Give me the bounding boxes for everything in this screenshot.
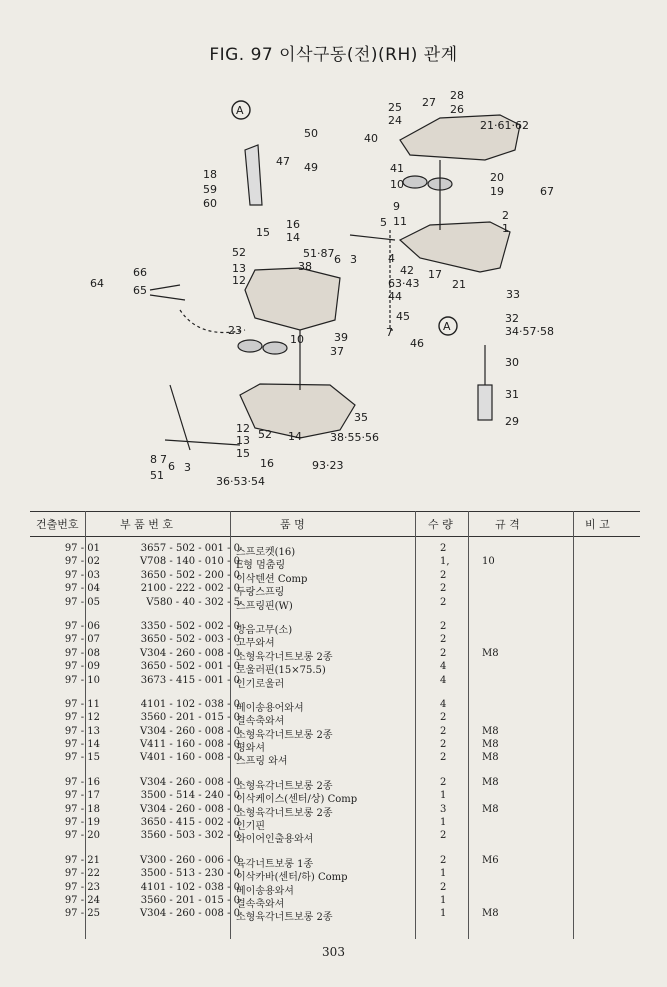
callout-label: 38·55·56 [330,431,379,444]
cell-name: 스프링 와셔 [236,756,288,768]
column-divider [415,511,416,939]
callout-label: 46 [410,337,424,350]
cell-name: 이삭카바(센터/하) Comp [236,872,348,884]
table-row-group [30,621,640,688]
callout-label: 45 [396,310,410,323]
cell-name: 소형육각너트보롱 2종 [236,807,333,819]
cell-qty: 2 [440,881,447,893]
table-row [30,817,640,833]
cell-qty: 2 [440,854,447,866]
callout-label: 51·87 [303,247,335,260]
cell-spec: M8 [482,776,499,788]
callout-label: 6 [168,460,175,473]
cell-qty: 2 [440,776,447,788]
callout-label: 3 [184,461,191,474]
table-row [30,543,640,556]
callout-label: 15 [256,226,270,239]
cell-name: 소형육각너트보롱 2종 [236,729,333,741]
header-cell: 규 격 [495,518,520,531]
circle-a-icon [232,101,250,119]
callout-label: 38 [298,260,312,273]
cell-name: 이삭텐션 Comp [236,573,308,585]
callout-label: 10 [290,333,304,346]
cell-part: V300 - 260 - 006 - 0 [139,854,240,866]
callout-label: 23 [228,324,242,337]
cell-name: 소형육각너트보롱 2종 [236,651,333,663]
header-cell: 부 품 번 호 [120,518,173,531]
callout-label: 63·43 [388,277,420,290]
table-row [30,583,640,599]
cell-no: 97 - 18 [64,803,100,815]
callout-label: 51 [150,469,164,482]
cell-qty: 1 [440,868,447,880]
table-row [30,739,640,755]
cell-name: E형 멈춤링 [236,560,286,572]
cell-part: V304 - 260 - 008 - 0 [139,803,240,815]
cell-name: 두랑스프링 [236,587,285,599]
cell-no: 97 - 14 [64,739,100,751]
callout-label: 35 [354,411,368,424]
callout-label: 47 [276,155,290,168]
cell-no: 97 - 10 [64,674,100,686]
cell-no: 97 - 15 [64,752,100,764]
cell-spec: 10 [482,556,495,568]
table-row [30,570,640,583]
cell-name: 베이송용와셔 [236,885,294,897]
callout-label: 18 [203,168,217,181]
cell-qty: 2 [440,739,447,751]
table-row [30,648,640,661]
column-divider [85,511,86,939]
table-row [30,597,640,610]
cell-no: 97 - 05 [64,596,100,608]
callout-label: 26 [450,103,464,116]
cell-name: 인기핀 [236,821,265,833]
callout-label: 21·61·62 [480,119,529,132]
callout-label: 2 [502,209,509,222]
callout-label: 44 [388,290,402,303]
cell-qty: 2 [440,725,447,737]
cell-no: 97 - 06 [64,620,100,632]
table-row [30,556,640,572]
page-number: 303 [322,945,345,959]
callout-label: 4 [388,252,395,265]
cell-part: 3560 - 201 - 015 - 0 [140,712,240,724]
callout-label: 16 [286,218,300,231]
cell-qty: 1 [440,894,447,906]
cell-name: 스프링핀(W) [236,600,293,612]
cell-no: 97 - 02 [64,556,100,568]
table-row [30,868,640,884]
callout-label: 30 [505,356,519,369]
cell-no: 97 - 16 [64,776,100,788]
cell-qty: 3 [440,803,447,815]
cell-part: 3560 - 503 - 302 - 0 [140,830,240,842]
callout-label: 52 [232,246,246,259]
cell-no: 97 - 24 [64,894,100,906]
cell-qty: 1, [440,556,450,568]
table-row [30,882,640,895]
cell-part: V580 - 40 - 302 - 5 [146,596,240,608]
callout-label: 41 [390,162,404,175]
cell-qty: 2 [440,583,447,595]
callout-label: 36·53·54 [216,475,265,488]
cell-qty: 2 [440,634,447,646]
callout-label: 11 [393,215,407,228]
cell-part: V304 - 260 - 008 - 0 [139,647,240,659]
cell-part: 4101 - 102 - 038 - 0 [140,881,240,893]
callout-label: 21 [452,278,466,291]
header-cell: 비 고 [585,518,610,531]
callout-label: 13 [232,262,246,275]
cell-part: 3650 - 502 - 200 - 0 [140,569,240,581]
cell-part: V411 - 160 - 008 - 0 [139,739,240,751]
table-row [30,908,640,924]
cell-name: 베이송용어와셔 [236,702,304,714]
callout-label: 32 [505,312,519,325]
cell-no: 97 - 11 [64,698,100,710]
cell-name: 이삭케이스(센터/상) Comp [236,794,358,806]
callout-label: 5 [380,216,387,229]
cell-part: 3350 - 502 - 002 - 0 [140,620,240,632]
cell-no: 97 - 04 [64,583,100,595]
cell-qty: 4 [440,661,447,673]
cell-name: 결속축와셔 [236,898,285,910]
cell-qty: 2 [440,543,447,554]
cell-no: 97 - 09 [64,661,100,673]
svg-text:A: A [443,320,451,333]
cell-spec: M8 [482,803,499,815]
cell-name: 인기로울러 [236,678,285,690]
cell-part: 3673 - 415 - 001 - 0 [140,674,240,686]
cell-spec: M8 [482,752,499,764]
column-divider [573,511,574,939]
table-row [30,804,640,817]
cell-spec: M8 [482,908,499,920]
cell-name: 고무와셔 [236,638,275,650]
cell-qty: 4 [440,698,447,710]
table-row [30,726,640,739]
cell-part: V401 - 160 - 008 - 0 [139,752,240,764]
callout-label: 33 [506,288,520,301]
table-row [30,621,640,634]
table-row [30,661,640,677]
callout-label: 17 [428,268,442,281]
cell-no: 97 - 23 [64,881,100,893]
callout-label: 9 [393,200,400,213]
cell-part: V304 - 260 - 008 - 0 [139,725,240,737]
cell-qty: 1 [440,908,447,920]
table-row-group [30,543,640,610]
callout-label: 6 [334,253,341,266]
callout-label: 24 [388,114,402,127]
table-row [30,895,640,908]
callout-label: 8 [150,453,157,466]
cell-no: 97 - 08 [64,647,100,659]
table-row [30,675,640,688]
cell-part: 3650 - 502 - 003 - 0 [140,634,240,646]
cell-name: 로울러핀(15×75.5) [236,665,326,677]
cell-no: 97 - 25 [64,908,100,920]
callout-label: 39 [334,331,348,344]
header-cell: 건출번호 [36,518,79,531]
cell-part: 3657 - 502 - 001 - 0 [140,543,240,554]
callout-label: 25 [388,101,402,114]
table-row [30,752,640,768]
cell-qty: 1 [440,817,447,829]
cell-part: V304 - 260 - 008 - 0 [139,908,240,920]
svg-text:A: A [236,104,244,117]
callout-label: 50 [304,127,318,140]
callout-label: 16 [260,457,274,470]
callout-label: 3 [350,253,357,266]
callout-label: 29 [505,415,519,428]
header-cell: 품 명 [280,518,305,531]
cell-no: 97 - 19 [64,817,100,829]
cell-no: 97 - 20 [64,830,100,842]
cell-qty: 2 [440,830,447,842]
callout-label: 64 [90,277,104,290]
table-row [30,777,640,790]
cell-part: 3650 - 502 - 001 - 0 [140,661,240,673]
cell-name: 결속축와셔 [236,716,285,728]
cell-qty: 2 [440,752,447,764]
cell-no: 97 - 13 [64,725,100,737]
callout-label: 37 [330,345,344,358]
callout-label: 12 [232,274,246,287]
callout-label: 40 [364,132,378,145]
column-divider [230,511,231,939]
cell-name: 평와셔 [236,743,265,755]
table-row [30,712,640,728]
callout-label: 31 [505,388,519,401]
callout-label: 12 [236,422,250,435]
callout-label: 7 [386,326,393,339]
table-row [30,855,640,868]
cell-part: 3650 - 415 - 002 - 0 [140,817,240,829]
cell-no: 97 - 22 [64,868,100,880]
cell-part: 2100 - 222 - 002 - 0 [140,583,240,595]
cell-part: 4101 - 102 - 038 - 0 [140,698,240,710]
column-divider [468,511,469,939]
cell-name: 와이어인출용와셔 [236,834,314,846]
callout-label: 42 [400,264,414,277]
cell-qty: 1 [440,790,447,802]
callout-label: 20 [490,171,504,184]
callout-label: 59 [203,183,217,196]
callout-label: 14 [286,231,300,244]
cell-spec: M8 [482,725,499,737]
callout-label: 14 [288,430,302,443]
callout-label: 13 [236,434,250,447]
cell-spec: M8 [482,647,499,659]
cell-part: 3500 - 513 - 230 - 0 [140,868,240,880]
callout-label: 93·23 [312,459,344,472]
cell-part: V304 - 260 - 008 - 0 [139,776,240,788]
cell-qty: 4 [440,674,447,686]
cell-no: 97 - 21 [64,854,100,866]
cell-qty: 2 [440,569,447,581]
cell-name: 소형육각너트보롱 2종 [236,912,333,924]
parts-table [30,511,640,922]
table-row [30,634,640,650]
cell-name: 방음고무(소) [236,624,293,636]
cell-qty: 2 [440,647,447,659]
table-header [30,511,640,537]
cell-qty: 2 [440,620,447,632]
callout-label: 15 [236,447,250,460]
callout-label: 49 [304,161,318,174]
cell-part: V708 - 140 - 010 - 0 [139,556,240,568]
table-row [30,699,640,712]
cell-name: 육각너트보롱 1종 [236,858,314,870]
cell-part: 3560 - 201 - 015 - 0 [140,894,240,906]
table-row-group [30,855,640,922]
cell-name: 스프로켓(16) [236,547,296,558]
cell-no: 97 - 03 [64,569,100,581]
cell-name: 소형육각너트보롱 2종 [236,780,333,792]
cell-no: 97 - 12 [64,712,100,724]
callout-label: 28 [450,89,464,102]
cell-spec: M8 [482,739,499,751]
cell-no: 97 - 01 [64,543,100,554]
callout-label: 10 [390,178,404,191]
circle-a-icon [439,317,457,335]
table-row-group [30,777,640,844]
callout-label: 19 [490,185,504,198]
table-row-group [30,699,640,766]
cell-spec: M6 [482,854,499,866]
cell-qty: 2 [440,596,447,608]
callout-label: 67 [540,185,554,198]
callout-label: 34·57·58 [505,325,554,338]
callout-label: 52 [258,428,272,441]
callout-label: 60 [203,197,217,210]
callout-label: 65 [133,284,147,297]
figure-title: FIG. 97 이삭구동(전)(RH) 관계 [209,45,458,65]
callout-label: 7 [160,453,167,466]
callout-label: 27 [422,96,436,109]
header-cell: 수 량 [428,518,453,531]
cell-part: 3500 - 514 - 240 - 0 [140,790,240,802]
callout-label: 1 [502,222,509,235]
cell-qty: 2 [440,712,447,724]
table-row [30,790,640,806]
exploded-parts-diagram [0,80,667,500]
cell-no: 97 - 07 [64,634,100,646]
table-row [30,830,640,846]
cell-no: 97 - 17 [64,790,100,802]
callout-label: 66 [133,266,147,279]
